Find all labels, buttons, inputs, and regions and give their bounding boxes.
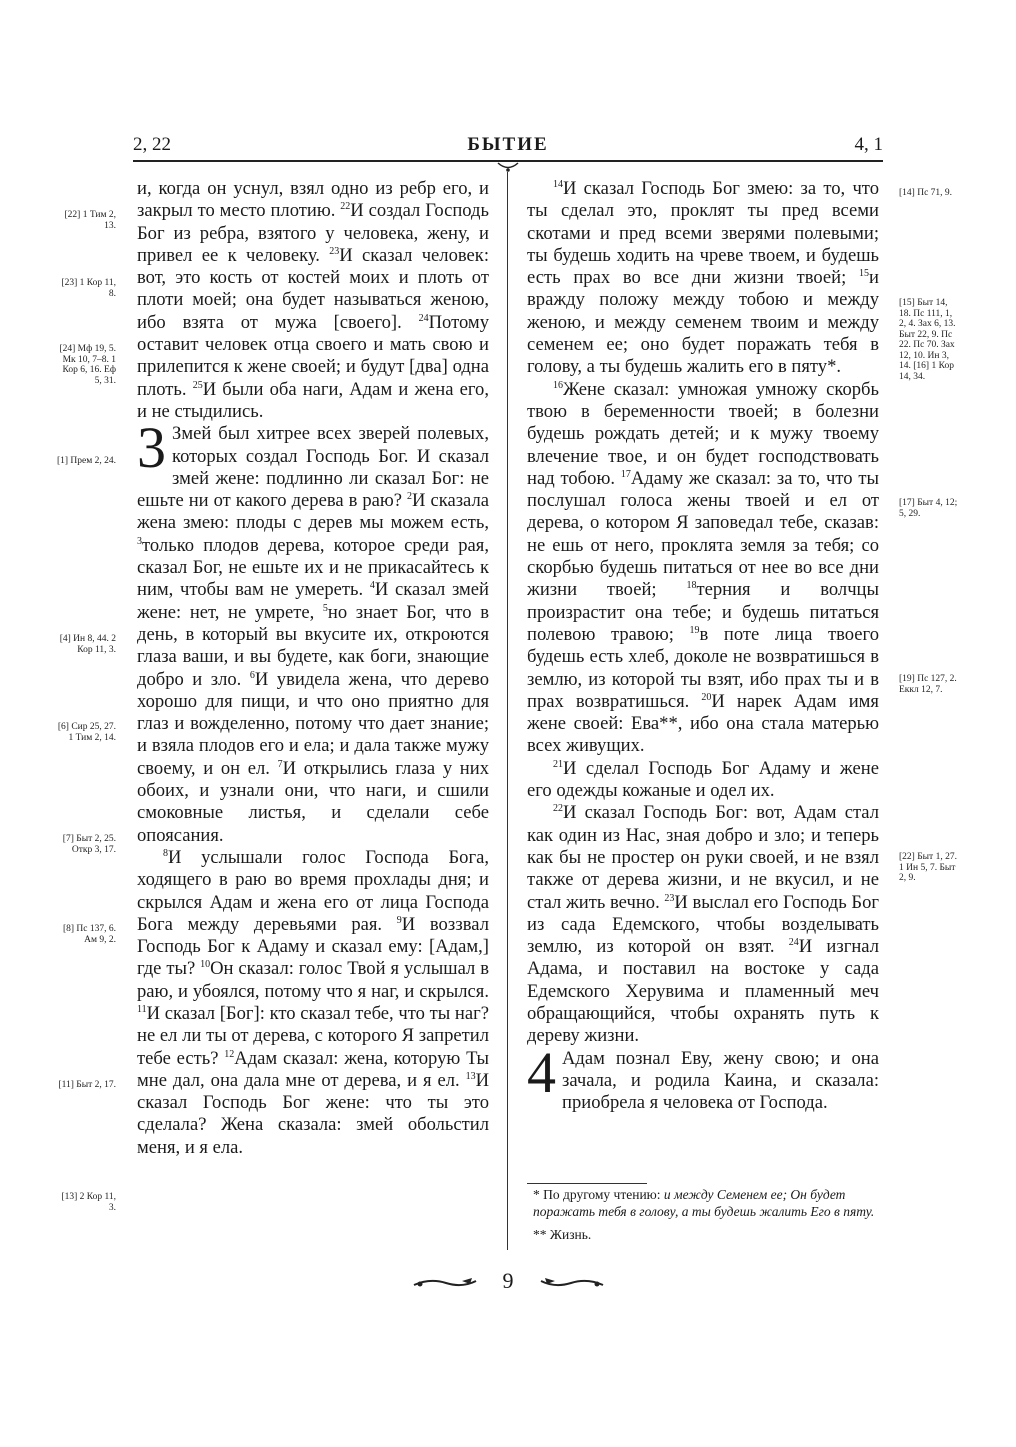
- chapter-number: 3: [137, 415, 166, 481]
- book-title: БЫТИЕ: [467, 134, 549, 155]
- xref-note: [19] Пс 127, 2. Еккл 12, 7.: [899, 674, 957, 695]
- verse-number: 9: [396, 914, 402, 926]
- verse-paragraph: [527, 379, 879, 758]
- verse-number: 5: [322, 602, 328, 614]
- verse-text: И изгнал Адама, и поставил на востоке у сада Едемского Херувима и пламенный меч обращающийся, чтобы охранять путь к дереву жизни.: [527, 936, 879, 1047]
- verse-number: 6: [249, 669, 255, 681]
- verse-text: терния и волчцы произрастит она тебе; и будешь питаться полевою травою;: [527, 579, 880, 645]
- verse-number: 3: [137, 535, 142, 547]
- page-footer: [0, 1268, 1016, 1298]
- verse-text: И сказал Господь Бог жене: что ты это сделала? Жена сказала: змей обольстил меня, и я ела.: [137, 1069, 489, 1158]
- footnote-rule: [527, 1183, 647, 1184]
- xref-note: [15] Быт 14, 18. Пс 111, 1, 2, 4. Зах 6, 13. Быт 22, 9. Пс 22. Пс 70. Зах 12, 10. Ин 3, 14. [16] 1 Кор 14, 34.: [899, 298, 956, 382]
- verse-number: 13: [465, 1070, 476, 1082]
- verse-number: 14: [553, 178, 563, 190]
- verse-paragraph: [137, 178, 489, 423]
- verse-text: Змей был хитрее всех зверей полевых, которых создал Господь Бог. И сказал змей жене: подлинно ли сказал Бог: не ешьте ни от какого дерева в раю?: [137, 423, 489, 512]
- verse-text: И открылись глаза у них обоих, и узнали они, что наги, и сшили смоковные листья, и сделали себе опоясания.: [137, 757, 489, 846]
- xref-note: [8] Пс 137, 6. Ам 9, 2.: [62, 924, 116, 945]
- verse-paragraph: [527, 1039, 879, 1115]
- verse-text: Адам сказал: жена, которую Ты мне дал, она дала мне от дерева, и я ел.: [137, 1047, 489, 1091]
- verse-text: И сказал человек: вот, это кость от костей моих и плоть от плоти моей; она будет называться женою, ибо взята от мужа [своего].: [137, 244, 489, 333]
- verse-number: 20: [701, 691, 712, 703]
- verse-number: 16: [553, 379, 563, 391]
- verse-number: 17: [620, 468, 631, 480]
- footnotes: [533, 1186, 883, 1243]
- xref-note: [24] Мф 19, 5. Мк 10, 7–8. 1 Кор 6, 16. Еф 5, 31.: [59, 344, 116, 386]
- verse-number: 18: [686, 580, 697, 592]
- verse-text: И нарек Адам имя жене своей: Ева**, ибо она стала матерью всех живущих.: [527, 690, 879, 757]
- verse-text: И сказал Господь Бог змею: за то, что ты сделал это, проклят ты пред всеми скотами и пред всеми зверями полевыми; ты будешь ходить на чреве твоем, и будешь есть прах во все дни жизни твоей;: [527, 178, 879, 289]
- verse-number: 24: [788, 936, 799, 948]
- verse-text: И сказала жена змею: плоды с дерев мы можем есть,: [137, 490, 489, 534]
- xref-note: [4] Ин 8, 44. 2 Кор 11, 3.: [59, 634, 116, 655]
- verse-paragraph: [137, 415, 490, 847]
- verse-text: Жене сказал: умножая умножу скорбь твою в беременности твоей; в болезни будешь рождать детей; и к мужу твоему влечение твое, и он будет господствовать над тобою.: [527, 378, 879, 489]
- footnote-1: [533, 1186, 883, 1220]
- verse-text: И воззвал Господь Бог к Адаму и сказал ему: [Адам,] где ты?: [137, 913, 489, 980]
- xref-note: [14] Пс 71, 9.: [899, 188, 953, 198]
- column-divider: [507, 172, 508, 1250]
- verse-number: 23: [329, 245, 340, 257]
- column-divider-ornament: [496, 160, 520, 179]
- verse-text: И сказал [Бог]: кто сказал тебе, что ты наг? не ел ли ты от дерева, с которого Я запретил тебе есть?: [137, 1002, 489, 1069]
- verse-paragraph: [527, 178, 879, 379]
- verse-number: 11: [137, 1003, 147, 1015]
- verse-text: Адаму же сказал: за то, что ты послушал голоса жены твоей и ел от дерева, о котором Я заповедал тебе, сказав: не ешь от него, проклята земля за тебя; со скорбью будешь питаться от нее во все дни жизни твоей;: [527, 467, 880, 601]
- xref-note: [6] Сир 25, 27. 1 Тим 2, 14.: [57, 722, 116, 743]
- xref-note: [23] 1 Кор 11, 8.: [61, 278, 116, 299]
- verse-text: и вражду положу между тобою и между женою, и между семенем твоим и между семенем ее; оно будет поражать тебя в голову, а ты будешь жалить его в пяту*.: [527, 267, 879, 378]
- verse-text: И сказал Господь Бог: вот, Адам стал как один из Нас, зная добро и зло; и теперь как бы не простер он руки своей, и не взял также от дерева жизни, и не вкусил, и не стал жить вечно.: [527, 802, 879, 913]
- footnote-2: ** Жизнь.: [533, 1227, 592, 1242]
- verse-text: но знает Бог, что в день, в который вы вкусите их, откроются глаза ваши, и вы будете, как боги, знающие добро и зло.: [137, 601, 490, 690]
- footnote-1-text: и между Семенем ее; Он будет поражать тебя в голову, а ты будешь жалить Его в пяту.: [533, 1187, 875, 1219]
- verse-text: И были оба наги, Адам и жена его, и не стыдились.: [137, 378, 489, 422]
- verse-text: И услышали голос Господа Бога, ходящего в раю во время прохлады дня; и скрылся Адам и жена его от лица Господа Бога между деревьями рая.: [137, 846, 489, 935]
- right-text-column: [527, 178, 879, 1114]
- chapter-number: 4: [527, 1039, 556, 1105]
- running-header: [133, 134, 883, 162]
- page-number: 9: [502, 1268, 514, 1293]
- xref-note: [11] Быт 2, 17.: [58, 1080, 116, 1090]
- left-text-column: [137, 178, 489, 1159]
- verse-paragraph: [137, 847, 489, 1159]
- xref-note: [22] 1 Тим 2, 13.: [64, 210, 116, 231]
- xref-note: [17] Быт 4, 12; 5, 29.: [899, 498, 958, 519]
- verse-number: 22: [340, 201, 351, 213]
- xref-note: [7] Быт 2, 25. Откр 3, 17.: [62, 834, 116, 855]
- verse-number: 2: [407, 490, 413, 502]
- verse-text: Потому оставит человек отца своего и мать свою и прилепится к жене своей; и будут [два] одна плоть.: [137, 311, 489, 400]
- verse-number: 19: [689, 624, 700, 636]
- verse-number: 7: [277, 758, 283, 770]
- verse-number: 22: [553, 803, 563, 815]
- verse-text: И сказал змей жене: нет, не умрете,: [137, 579, 490, 623]
- verse-text: И увидела жена, что дерево хорошо для пищи, и что оно приятно для глаз и вожделенно, потому что дает знание; и взяла плодов его и ела; и дала также мужу своему, и он ел.: [137, 668, 489, 779]
- xref-note: [22] Быт 1, 27. 1 Ин 5, 7. Быт 2, 9.: [899, 852, 957, 883]
- verse-number: 10: [200, 959, 211, 971]
- right-chapter-ref: 4, 1: [854, 134, 883, 155]
- verse-number: 12: [224, 1048, 235, 1060]
- xref-note: [1] Прем 2, 24.: [56, 456, 116, 466]
- verse-number: 8: [163, 847, 168, 859]
- verse-text: Адам познал Еву, жену свою; и она зачала, и родила Каина, и сказала: приобрела я человека от Господа.: [562, 1047, 879, 1114]
- verse-number: 23: [664, 892, 675, 904]
- verse-number: 4: [369, 580, 375, 592]
- verse-text: И создал Господь Бог из ребра, взятого у человека, жену, и привел ее к человеку.: [137, 200, 489, 266]
- right-flourish-ornament: [537, 1276, 605, 1295]
- verse-number: 24: [418, 312, 429, 324]
- verse-number: 21: [553, 758, 563, 770]
- verse-text: и, когда он уснул, взял одно из ребр его, и закрыл то место плотию.: [137, 178, 489, 222]
- verse-text: И выслал его Господь Бог из сада Едемского, чтобы возделывать землю, из которой он взят.: [527, 891, 879, 958]
- verse-paragraph: [527, 802, 879, 1047]
- footnote-1-label: * По другому чтению:: [533, 1187, 664, 1202]
- verse-text: в поте лица твоего будешь есть хлеб, доколе не возвратишься в землю, из которой ты взят, ибо прах ты и в прах возвратишься.: [527, 623, 879, 712]
- verse-number: 15: [859, 268, 870, 279]
- xref-note: [13] 2 Кор 11, 3.: [61, 1192, 116, 1213]
- verse-paragraph: [527, 758, 879, 803]
- verse-text: только плодов дерева, которое среди рая, сказал Бог, не ешьте их и не прикасайтесь к ним, чтобы вам не умереть.: [137, 534, 489, 601]
- verse-text: И сделал Господь Бог Адаму и жене его одежды кожаные и одел их.: [527, 757, 879, 802]
- verse-number: 25: [192, 379, 203, 391]
- left-chapter-ref: 2, 22: [133, 134, 171, 155]
- verse-text: Он сказал: голос Твой я услышал в раю, и убоялся, потому что я наг, и скрылся.: [137, 958, 489, 1002]
